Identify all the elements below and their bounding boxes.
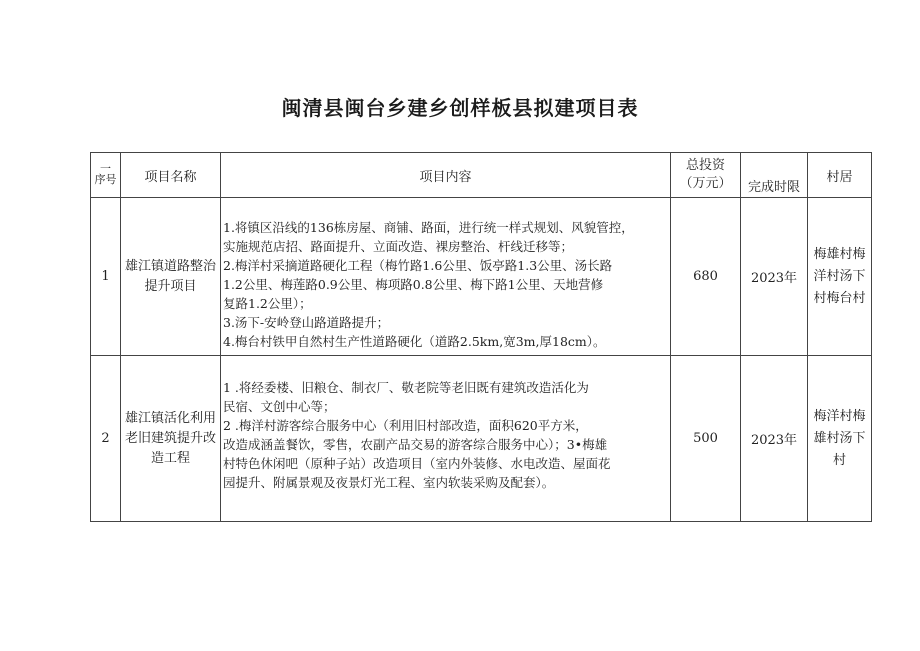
header-investment-line2: （万元） (679, 176, 732, 191)
content-line: 村特色休闲吧（原种子站）改造项目（室内外装修、水电改造、屋面花 (223, 456, 611, 471)
header-project-name: 项目名称 (121, 153, 221, 198)
header-investment (671, 153, 741, 198)
row-deadline: 2023年 (741, 198, 808, 356)
content-line: 2 .梅洋村游客综合服务中心（利用旧村部改造，面积620平方米， (223, 418, 588, 433)
header-village: 村居 (808, 153, 872, 198)
row-deadline: 2023年 (741, 356, 808, 522)
content-line: 园提升、附属景观及夜景灯光工程、室内软装采购及配套）。 (223, 475, 555, 490)
table-row (91, 356, 872, 522)
content-line: 3.汤下-安岭登山路道路提升； (223, 315, 390, 330)
row-investment: 500 (671, 356, 741, 522)
header-project-content: 项目内容 (221, 153, 671, 198)
project-table (90, 152, 872, 522)
header-deadline: 完成时限 (741, 153, 808, 198)
header-investment-line1: 总投资 (685, 158, 725, 173)
page-title: 闽清县闽台乡建乡创样板县拟建项目表 (281, 96, 639, 120)
content-line: 1.2公里、梅莲路0.9公里、梅项路0.8公里、梅下路1公里、天地营修 (223, 277, 604, 292)
content-line: 2.梅洋村采摘道路硬化工程（梅竹路1.6公里、饭亭路1.3公里、汤长路 (223, 258, 613, 273)
content-line: 实施规范店招、路面提升、立面改造、裸房整治、杆线迁移等； (223, 239, 574, 254)
row-project-content (221, 356, 671, 522)
header-index-label: 序号 (94, 173, 117, 186)
header-index (91, 153, 121, 198)
content-line: 民宿、文创中心等； (223, 399, 336, 414)
table-row (91, 198, 872, 356)
row-project-content (221, 198, 671, 356)
content-line: 4.梅台村铁甲自然村生产性道路硬化（道路2.5km,宽3m,厚18cm）。 (223, 334, 606, 349)
row-project-name: 雄江镇道路整治提升项目 (121, 198, 221, 356)
header-index-dash: 一 (100, 162, 111, 175)
content-line: 1 .将经委楼、旧粮仓、制衣厂、敬老院等老旧既有建筑改造活化为 (223, 380, 589, 395)
row-index: 1 (91, 198, 121, 356)
row-index: 2 (91, 356, 121, 522)
content-line: 1.将镇区沿线的136栋房屋、商铺、路面，进行统一样式规划、风貌管控， (223, 220, 634, 235)
row-project-name: 雄江镇活化利用老旧建筑提升改造工程 (121, 356, 221, 522)
table-header-row (91, 153, 872, 198)
content-line: 改造成涵盖餐饮，零售，农副产品交易的游客综合服务中心）；3•梅雄 (223, 437, 608, 452)
content-line: 复路1.2公里）； (223, 296, 312, 311)
row-investment: 680 (671, 198, 741, 356)
row-village: 梅洋村梅雄村汤下村 (808, 356, 872, 522)
row-village: 梅雄村梅洋村汤下村梅台村 (808, 198, 872, 356)
